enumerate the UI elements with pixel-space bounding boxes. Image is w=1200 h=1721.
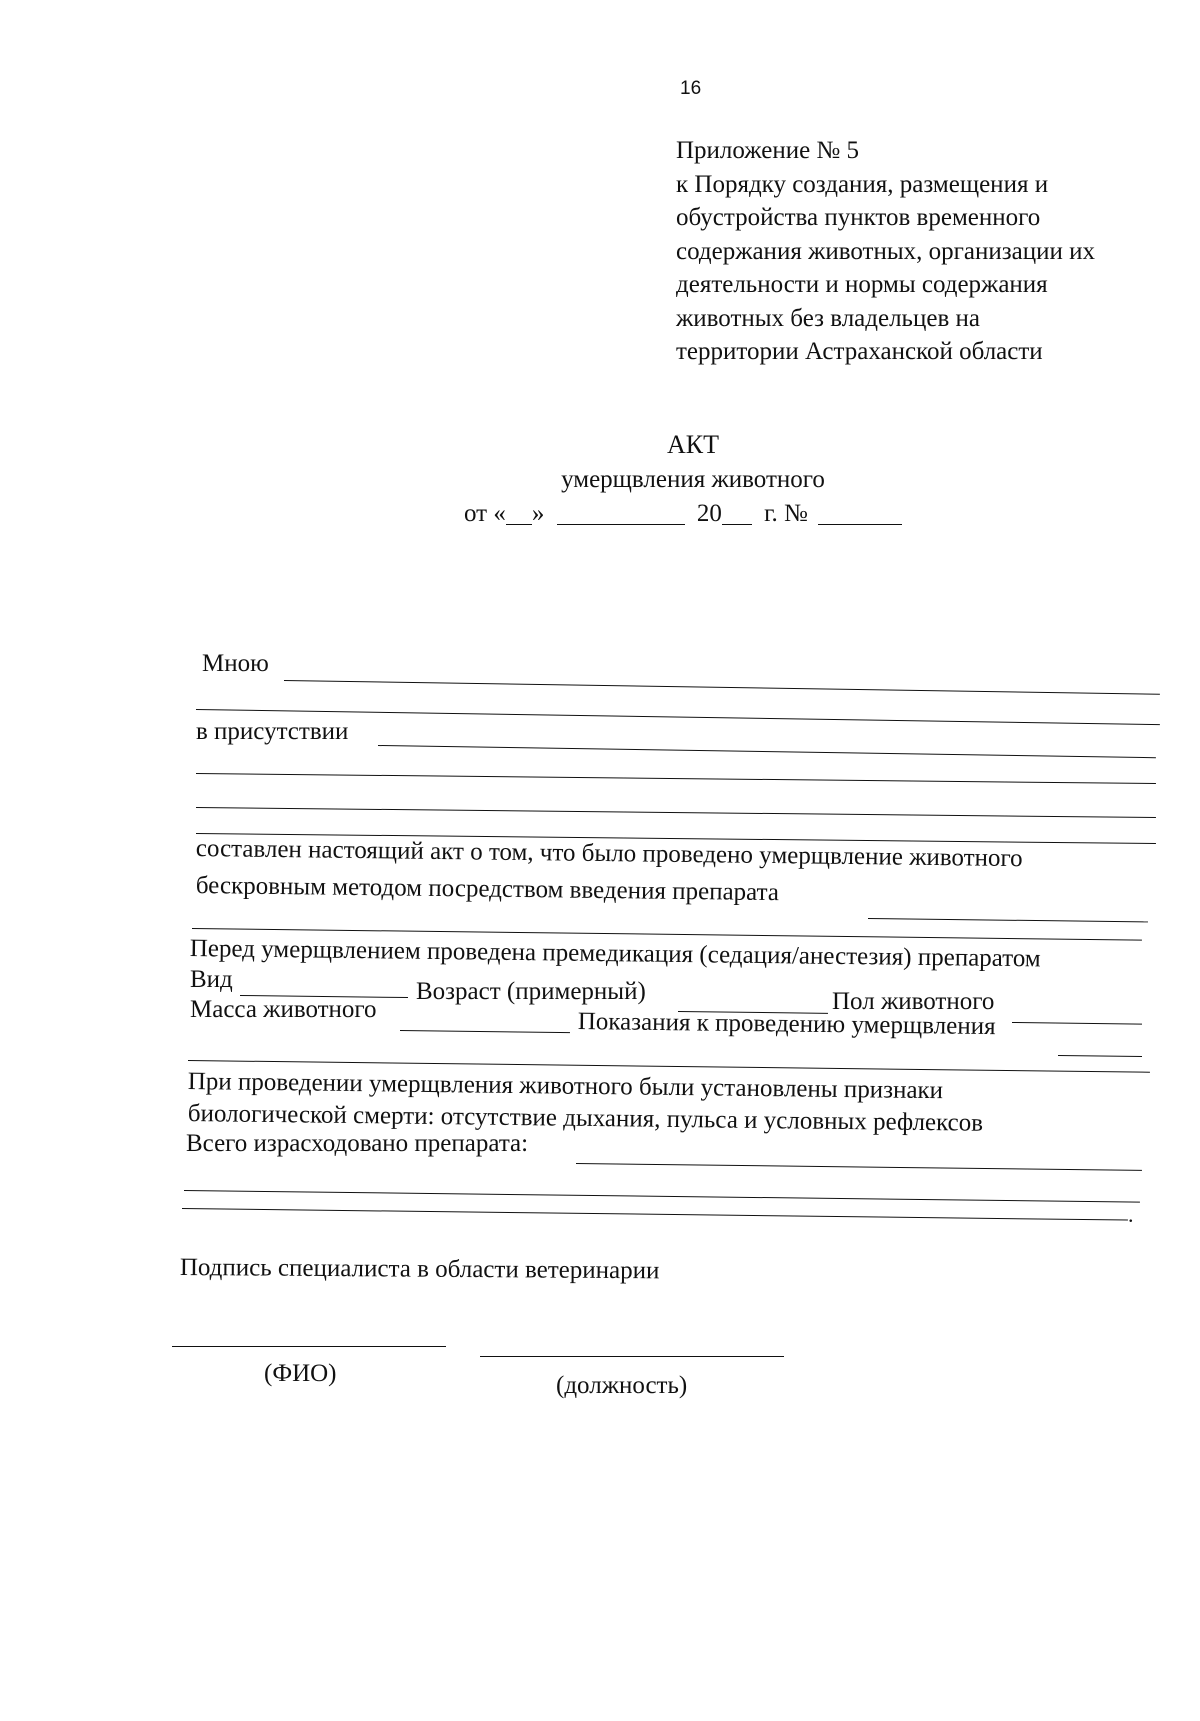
presence-field-line[interactable] bbox=[378, 745, 1156, 758]
day-field[interactable] bbox=[506, 500, 532, 525]
total-label: Всего израсходовано препарата: bbox=[186, 1130, 529, 1157]
appendix-line: территории Астраханской области bbox=[676, 338, 1043, 365]
mass-field-line[interactable] bbox=[400, 1030, 570, 1033]
sex-field-line[interactable] bbox=[1012, 1022, 1142, 1025]
year-prefix: 20 bbox=[696, 500, 722, 527]
premedication-text: Перед умерщвлением проведена премедикация (седация/анестезия) препаратом bbox=[189, 935, 1041, 973]
by-field-line[interactable] bbox=[284, 680, 1160, 695]
presence-label: в присутствии bbox=[196, 718, 349, 745]
year-field[interactable] bbox=[722, 500, 752, 525]
species-label: Вид bbox=[190, 966, 233, 993]
name-signature-line[interactable] bbox=[172, 1346, 446, 1347]
signature-label: Подпись специалиста в области ветеринарии bbox=[179, 1254, 660, 1285]
position-signature-line[interactable] bbox=[480, 1356, 784, 1357]
total-field-line-3[interactable] bbox=[182, 1208, 1128, 1221]
date-line bbox=[464, 500, 902, 528]
indications-field-line[interactable] bbox=[1058, 1055, 1142, 1057]
sex-label: Пол животного bbox=[832, 988, 995, 1015]
appendix-line: к Порядку создания, размещения и bbox=[676, 170, 1049, 198]
total-field-line-2[interactable] bbox=[184, 1190, 1140, 1203]
end-dot: . bbox=[1128, 1202, 1134, 1227]
presence-field-line-3[interactable] bbox=[196, 807, 1156, 818]
appendix-line: обустройства пунктов временного bbox=[676, 204, 1041, 231]
total-field-line[interactable] bbox=[576, 1163, 1142, 1171]
by-label: Мною bbox=[202, 650, 269, 677]
document-subtitle: умерщвления животного bbox=[561, 466, 825, 493]
date-prefix: от « bbox=[464, 500, 506, 527]
date-quote-close: » bbox=[531, 500, 545, 527]
appendix-line: содержания животных, организации их bbox=[676, 237, 1095, 265]
composed-text-1: составлен настоящий акт о том, что было проведено умерщвление животного bbox=[195, 835, 1023, 873]
name-caption: (ФИО) bbox=[264, 1360, 337, 1387]
signs-text-2: биологической смерти: отсутствие дыхания, пульса и условных рефлексов bbox=[187, 1100, 984, 1137]
appendix-line: животных без владельцев на bbox=[676, 304, 980, 332]
position-caption: (должность) bbox=[556, 1372, 688, 1399]
page-number: 16 bbox=[680, 78, 702, 99]
act-number-field[interactable] bbox=[818, 500, 902, 525]
mass-label: Масса животного bbox=[190, 996, 377, 1023]
document-title: АКТ bbox=[667, 430, 719, 459]
appendix-block bbox=[676, 134, 1095, 369]
appendix-line: деятельности и нормы содержания bbox=[676, 271, 1048, 298]
composed-text-2: бескровным методом посредством введения препарата bbox=[195, 872, 780, 907]
age-label: Возраст (примерный) bbox=[416, 978, 646, 1005]
appendix-line: Приложение № 5 bbox=[676, 137, 860, 164]
month-field[interactable] bbox=[557, 500, 685, 525]
indications-label: Показания к проведению умерщвления bbox=[577, 1008, 996, 1041]
presence-field-line-2[interactable] bbox=[196, 773, 1156, 784]
drug-field-line[interactable] bbox=[868, 918, 1148, 922]
date-suffix: г. № bbox=[764, 500, 808, 527]
signs-text-1: При проведении умерщвления животного были установлены признаки bbox=[187, 1068, 944, 1105]
